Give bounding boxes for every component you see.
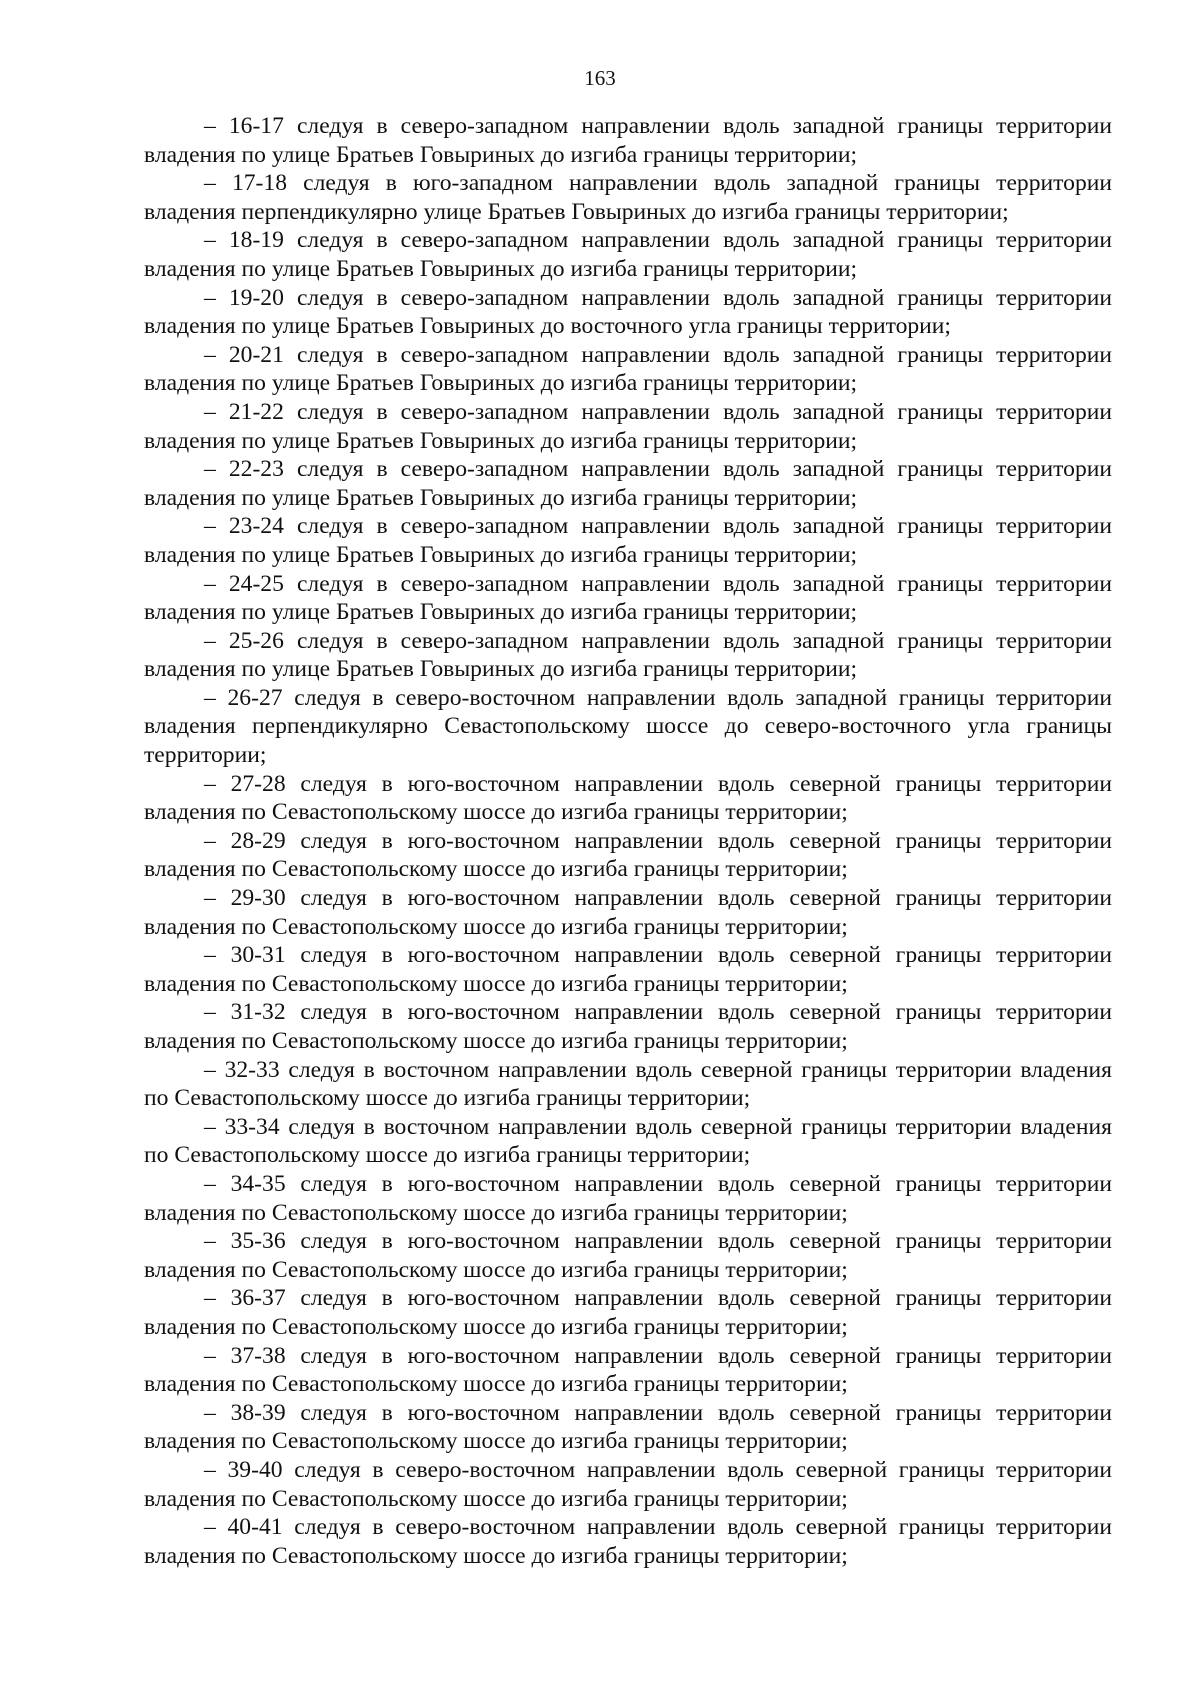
boundary-segment-31-32: – 31-32 следуя в юго-восточном направлении вдоль северной границы территории владения по Севастопольскому шоссе до изгиба границы территории; xyxy=(144,999,1112,1054)
boundary-segment-40-41: – 40-41 следуя в северо-восточном направлении вдоль северной границы территории владения по Севастопольскому шоссе до изгиба границы территории; xyxy=(144,1514,1112,1569)
boundary-segment-20-21: – 20-21 следуя в северо-западном направлении вдоль западной границы территории владения по улице Братьев Говыриных до изгиба границы территории; xyxy=(144,341,1112,397)
boundary-segment-22-23: – 22-23 следуя в северо-западном направлении вдоль западной границы территории владения по улице Братьев Говыриных до изгиба границы территории; xyxy=(144,456,1112,511)
boundary-segment-32-33: – 32-33 следуя в восточном направлении вдоль северной границы территории владения по Севастопольскому шоссе до изгиба границы территории; xyxy=(144,1056,1112,1112)
boundary-segment-25-26: – 25-26 следуя в северо-западном направлении вдоль западной границы территории владения по улице Братьев Говыриных до изгиба границы территории; xyxy=(144,627,1112,683)
boundary-segment-23-24: – 23-24 следуя в северо-западном направлении вдоль западной границы территории владения по улице Братьев Говыриных до изгиба границы территории; xyxy=(144,513,1112,568)
boundary-segment-18-19: – 18-19 следуя в северо-западном направлении вдоль западной границы территории владения по улице Братьев Говыриных до изгиба границы территории; xyxy=(144,227,1112,282)
boundary-segment-38-39: – 38-39 следуя в юго-восточном направлении вдоль северной границы территории владения по Севастопольскому шоссе до изгиба границы территории; xyxy=(144,1399,1112,1455)
boundary-segment-37-38: – 37-38 следуя в юго-восточном направлении вдоль северной границы территории владения по Севастопольскому шоссе до изгиба границы территории; xyxy=(144,1342,1112,1398)
boundary-segment-26-27: – 26-27 следуя в северо-восточном направлении вдоль западной границы территории владения перпендикулярно Севастопольскому шоссе до северо-восточного угла границы территории; xyxy=(144,684,1112,769)
boundary-segment-30-31: – 30-31 следуя в юго-восточном направлении вдоль северной границы территории владения по Севастопольскому шоссе до изгиба границы территории; xyxy=(144,942,1112,997)
boundary-segment-34-35: – 34-35 следуя в юго-восточном направлении вдоль северной границы территории владения по Севастопольскому шоссе до изгиба границы территории; xyxy=(144,1170,1112,1226)
page-number: 163 xyxy=(584,66,616,90)
boundary-segment-21-22: – 21-22 следуя в северо-западном направлении вдоль западной границы территории владения по улице Братьев Говыриных до изгиба границы территории; xyxy=(144,398,1112,454)
document-body xyxy=(144,112,1112,1570)
boundary-segment-17-18: – 17-18 следуя в юго-западном направлении вдоль западной границы территории владения перпендикулярно улице Братьев Говыриных до изгиба границы территории; xyxy=(144,170,1112,225)
boundary-segment-16-17: – 16-17 следуя в северо-западном направлении вдоль западной границы территории владения по улице Братьев Говыриных до изгиба границы территории; xyxy=(144,113,1112,168)
boundary-segment-24-25: – 24-25 следуя в северо-западном направлении вдоль западной границы территории владения по улице Братьев Говыриных до изгиба границы территории; xyxy=(144,570,1112,626)
boundary-segment-19-20: – 19-20 следуя в северо-западном направлении вдоль западной границы территории владения по улице Братьев Говыриных до восточного угла границы территории; xyxy=(144,284,1112,340)
boundary-segment-27-28: – 27-28 следуя в юго-восточном направлении вдоль северной границы территории владения по Севастопольскому шоссе до изгиба границы территории; xyxy=(144,770,1112,826)
boundary-segment-28-29: – 28-29 следуя в юго-восточном направлении вдоль северной границы территории владения по Севастопольскому шоссе до изгиба границы территории; xyxy=(144,827,1112,883)
boundary-segment-36-37: – 36-37 следуя в юго-восточном направлении вдоль северной границы территории владения по Севастопольскому шоссе до изгиба границы территории; xyxy=(144,1285,1112,1340)
boundary-segment-39-40: – 39-40 следуя в северо-восточном направлении вдоль северной границы территории владения по Севастопольскому шоссе до изгиба границы территории; xyxy=(144,1456,1112,1512)
boundary-segment-35-36: – 35-36 следуя в юго-восточном направлении вдоль северной границы территории владения по Севастопольскому шоссе до изгиба границы территории; xyxy=(144,1228,1112,1283)
boundary-segment-29-30: – 29-30 следуя в юго-восточном направлении вдоль северной границы территории владения по Севастопольскому шоссе до изгиба границы территории; xyxy=(144,885,1112,940)
boundary-segment-33-34: – 33-34 следуя в восточном направлении вдоль северной границы территории владения по Севастопольскому шоссе до изгиба границы территории; xyxy=(144,1113,1112,1169)
